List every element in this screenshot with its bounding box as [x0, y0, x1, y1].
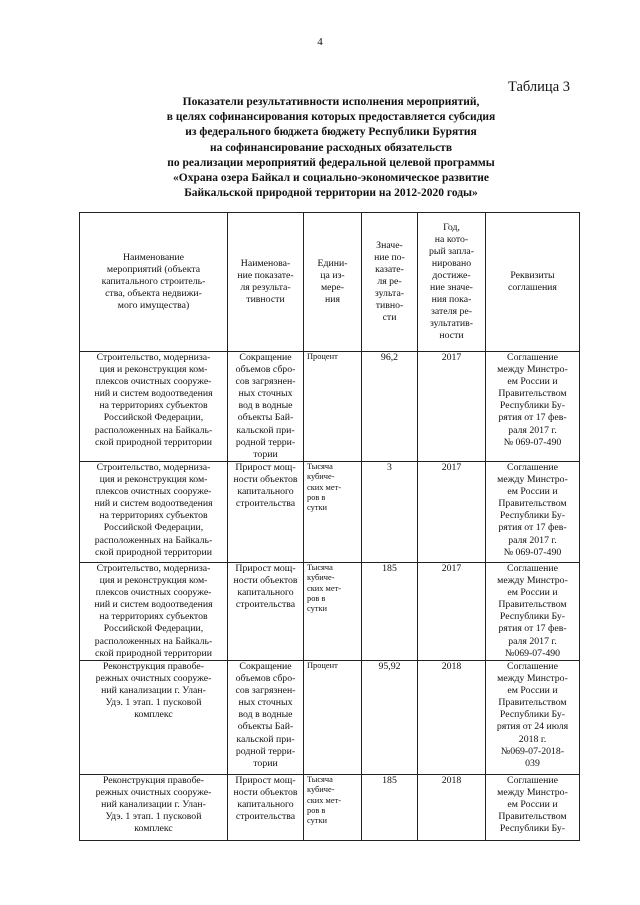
- cell-line: ности объектов: [233, 575, 298, 587]
- cell-line: казате-: [375, 263, 404, 275]
- cell-line: объекты Бай-: [237, 721, 294, 733]
- cell-line: рятия от 24 июля: [496, 721, 569, 733]
- cell-line: ля ре-: [377, 275, 402, 287]
- cell-line: между Минстро-: [497, 787, 568, 799]
- cell-line: Соглашение: [507, 775, 558, 786]
- cell-line: рый запла-: [428, 245, 474, 257]
- cell-line: ние показате-: [237, 269, 294, 281]
- value-cell: 3: [362, 462, 418, 563]
- cell-line: мере-: [320, 282, 345, 293]
- cell-line: ния пока-: [431, 294, 472, 306]
- cell-line: Республики Бу-: [499, 510, 566, 522]
- cell-line: №069-07-490: [504, 647, 561, 659]
- cell-line: ров в: [307, 805, 326, 815]
- cell-line: между Минстро-: [497, 474, 568, 486]
- cell-line: ности объектов: [233, 787, 298, 799]
- value-cell: 96,2: [362, 352, 418, 462]
- cell-line: родной терри-: [235, 436, 296, 448]
- indicator-cell: [228, 661, 304, 775]
- cell-line: режных очистных сооруже-: [95, 787, 212, 799]
- cell-line: между Минстро-: [497, 673, 568, 685]
- cell-line: ской природной территории: [94, 647, 213, 659]
- cell-line: ция и реконструкция ком-: [99, 364, 208, 376]
- cell-line: Сокращение: [239, 661, 292, 672]
- cell-line: ем России и: [507, 799, 558, 811]
- cell-line: Российской Федерации,: [103, 522, 204, 534]
- cell-line: плексов очистных сооруже-: [95, 486, 212, 498]
- unit-cell: [304, 563, 362, 661]
- cell-line: Строительство, модерниза-: [96, 352, 211, 363]
- unit-cell: [304, 462, 362, 563]
- cell-line: Соглашение: [507, 462, 558, 473]
- cell-line: ний канализации г. Улан-: [101, 685, 206, 697]
- cell-line: капитального строитель-: [101, 275, 206, 287]
- header-row: [80, 213, 580, 352]
- cell-line: вод в водные: [238, 709, 293, 721]
- cell-line: сов загрязнен-: [235, 685, 296, 697]
- cell-line: Республики Бу-: [499, 709, 566, 721]
- event-cell: [80, 661, 228, 775]
- cell-line: плексов очистных сооруже-: [95, 376, 212, 388]
- cell-line: ний и систем водоотведения: [94, 599, 213, 611]
- cell-line: зульта-: [374, 288, 405, 300]
- cell-line: Реконструкция правобе-: [102, 775, 205, 786]
- cell-line: рятия от 17 фев-: [498, 522, 567, 534]
- cell-line: Удэ. 1 этап. 1 пусковой: [105, 811, 202, 823]
- cell-line: нировано: [431, 257, 472, 269]
- cell-line: расположенных на Байкаль-: [94, 534, 213, 546]
- cell-line: на территориях субъектов: [99, 400, 208, 412]
- cell-line: Строительство, модерниза-: [96, 462, 211, 473]
- cell-line: соглашения: [508, 282, 557, 293]
- cell-line: зателя ре-: [431, 306, 472, 318]
- year-cell: 2018: [418, 661, 486, 775]
- cell-line: раля 2017 г.: [508, 534, 557, 546]
- cell-line: Едини-: [317, 257, 348, 269]
- cell-line: ных сточных: [238, 388, 293, 400]
- title-line: Показатели результативности исполнения мероприятий,: [182, 96, 480, 108]
- cell-line: ских мет-: [307, 482, 342, 492]
- cell-line: ской природной территории: [94, 436, 213, 448]
- cell-line: вод в водные: [238, 400, 293, 412]
- table-label: Таблица 3: [507, 79, 570, 95]
- cell-line: ных сточных: [238, 697, 293, 709]
- cell-line: ний канализации г. Улан-: [101, 799, 206, 811]
- cell-line: Республики Бу-: [499, 400, 566, 412]
- value-cell: 185: [362, 775, 418, 841]
- cell-line: объемов сбро-: [235, 364, 296, 376]
- cell-line: достиже-: [432, 269, 471, 281]
- cell-line: зультатив-: [429, 318, 474, 330]
- year-cell: 2017: [418, 563, 486, 661]
- cell-line: рятия от 17 фев-: [498, 412, 567, 424]
- cell-line: ем России и: [507, 486, 558, 498]
- cell-line: Соглашение: [507, 352, 558, 363]
- cell-line: Республики Бу-: [499, 611, 566, 623]
- cell-line: мого имущества): [117, 300, 190, 312]
- cell-line: капитального: [237, 799, 294, 811]
- cell-line: №069-07-2018-: [500, 745, 565, 757]
- year-cell: 2017: [418, 462, 486, 563]
- cell-line: Российской Федерации,: [103, 623, 204, 635]
- cell-line: капитального: [237, 587, 294, 599]
- cell-line: № 069-07-490: [503, 436, 562, 448]
- value-cell: 185: [362, 563, 418, 661]
- cell-line: строительства: [235, 599, 296, 611]
- cell-line: сти: [382, 312, 397, 324]
- cell-line: Год,: [443, 221, 460, 233]
- cell-line: объемов сбро-: [235, 673, 296, 685]
- table-row: [80, 352, 580, 462]
- cell-line: ров в: [307, 492, 326, 502]
- event-cell: [80, 775, 228, 841]
- cell-line: Прирост мощ-: [235, 775, 296, 786]
- cell-line: Строительство, модерниза-: [96, 563, 211, 574]
- cell-line: Соглашение: [507, 563, 558, 574]
- title-line: Байкальской природной территории на 2012-2020 годы»: [184, 187, 478, 200]
- cell-line: Сокращение: [239, 352, 292, 363]
- cell-line: ца из-: [320, 269, 345, 281]
- cell-line: сов загрязнен-: [235, 376, 296, 388]
- title-line: в целях софинансирования которых предоставляется субсидия: [166, 111, 496, 124]
- cell-line: ция и реконструкция ком-: [99, 474, 208, 486]
- cell-line: комплекс: [134, 823, 173, 835]
- cell-line: кубиче-: [307, 785, 335, 795]
- indicator-cell: [228, 352, 304, 462]
- cell-line: комплекс: [134, 709, 173, 721]
- title-line: по реализации мероприятий федеральной целевой программы: [167, 156, 495, 169]
- cell-line: на территориях субъектов: [99, 510, 208, 522]
- cell-line: мероприятий (объекта: [106, 263, 201, 275]
- cell-line: 039: [525, 757, 540, 769]
- cell-line: тивности: [246, 294, 285, 306]
- column-header: [362, 213, 418, 352]
- cell-line: на кото-: [434, 233, 469, 245]
- cell-line: ний и систем водоотведения: [94, 498, 213, 510]
- cell-line: ской природной территории: [94, 546, 213, 558]
- cell-line: Удэ. 1 этап. 1 пусковой: [105, 697, 202, 709]
- cell-line: раля 2017 г.: [508, 635, 557, 647]
- cell-line: ских мет-: [307, 795, 342, 805]
- cell-line: строительства: [235, 498, 296, 510]
- agreement-cell: [486, 352, 580, 462]
- title-line: на софинансирование расходных обязательств: [209, 141, 453, 154]
- cell-line: на территориях субъектов: [99, 611, 208, 623]
- unit-cell: [304, 661, 362, 775]
- cell-line: Прирост мощ-: [235, 563, 296, 574]
- cell-line: расположенных на Байкаль-: [94, 424, 213, 436]
- cell-line: ем России и: [507, 376, 558, 388]
- column-header: [418, 213, 486, 352]
- cell-line: ля результа-: [240, 282, 291, 293]
- cell-line: ства, объекта недвижи-: [105, 288, 202, 300]
- cell-line: Правительством: [498, 498, 567, 510]
- cell-line: Правительством: [498, 697, 567, 709]
- agreement-cell: [486, 661, 580, 775]
- cell-line: ние значе-: [430, 282, 473, 293]
- cell-line: Правительством: [498, 811, 567, 823]
- cell-line: раля 2017 г.: [508, 424, 557, 436]
- cell-line: № 069-07-490: [503, 546, 562, 558]
- cell-line: тории: [253, 757, 278, 769]
- cell-line: ров в: [307, 593, 326, 603]
- cell-line: Значе-: [376, 239, 403, 251]
- cell-line: Республики Бу-: [499, 823, 566, 835]
- cell-line: ния: [325, 294, 340, 306]
- year-cell: 2018: [418, 775, 486, 841]
- cell-line: расположенных на Байкаль-: [94, 635, 213, 647]
- indicator-cell: [228, 775, 304, 841]
- cell-line: Прирост мощ-: [235, 462, 296, 473]
- agreement-cell: [486, 775, 580, 841]
- cell-line: ний и систем водоотведения: [94, 388, 213, 400]
- year-cell: 2017: [418, 352, 486, 462]
- table-row: [80, 661, 580, 775]
- table-row: [80, 462, 580, 563]
- unit-cell: [304, 775, 362, 841]
- cell-line: кубиче-: [307, 472, 335, 482]
- cell-line: Соглашение: [507, 661, 558, 672]
- cell-line: ности: [439, 330, 464, 342]
- agreement-cell: [486, 563, 580, 661]
- cell-line: 2018 г.: [518, 733, 547, 745]
- cell-line: Наименование: [122, 251, 185, 263]
- table-row: [80, 563, 580, 661]
- event-cell: [80, 462, 228, 563]
- cell-line: сутки: [307, 503, 328, 513]
- cell-line: объекты Бай-: [237, 412, 294, 424]
- cell-line: Тысяча: [307, 563, 333, 572]
- cell-line: ем России и: [507, 685, 558, 697]
- cell-line: Наименова-: [240, 257, 291, 269]
- table-row: [80, 775, 580, 841]
- cell-line: Процент: [307, 661, 338, 670]
- cell-line: тивно-: [375, 300, 404, 312]
- value-cell: 95,92: [362, 661, 418, 775]
- cell-line: кубиче-: [307, 573, 335, 583]
- cell-line: ности объектов: [233, 474, 298, 486]
- event-cell: [80, 352, 228, 462]
- cell-line: ских мет-: [307, 583, 342, 593]
- cell-line: Российской Федерации,: [103, 412, 204, 424]
- cell-line: строительства: [235, 811, 296, 823]
- title-line: «Охрана озера Байкал и социально-экономическое развитие: [173, 172, 489, 185]
- page-number: 4: [317, 36, 323, 48]
- document-title: [80, 95, 582, 201]
- cell-line: Правительством: [498, 599, 567, 611]
- cell-line: Реквизиты: [510, 269, 555, 281]
- cell-line: сутки: [307, 604, 328, 614]
- cell-line: рятия от 17 фев-: [498, 623, 567, 635]
- cell-line: тории: [253, 448, 278, 460]
- indicator-cell: [228, 462, 304, 563]
- cell-line: режных очистных сооруже-: [95, 673, 212, 685]
- cell-line: кальской при-: [236, 424, 295, 436]
- cell-line: родной терри-: [235, 745, 296, 757]
- cell-line: Тысяча: [307, 462, 333, 471]
- cell-line: между Минстро-: [497, 364, 568, 376]
- cell-line: сутки: [307, 816, 328, 826]
- unit-cell: [304, 352, 362, 462]
- cell-line: кальской при-: [236, 733, 295, 745]
- cell-line: ция и реконструкция ком-: [99, 575, 208, 587]
- column-header: [228, 213, 304, 352]
- cell-line: Тысяча: [307, 775, 333, 784]
- cell-line: капитального: [237, 486, 294, 498]
- column-header: [304, 213, 362, 352]
- column-header: [486, 213, 580, 352]
- event-cell: [80, 563, 228, 661]
- cell-line: Реконструкция правобе-: [102, 661, 205, 672]
- cell-line: плексов очистных сооруже-: [95, 587, 212, 599]
- title-line: из федерального бюджета бюджету Республики Бурятия: [185, 126, 477, 139]
- cell-line: Правительством: [498, 388, 567, 400]
- cell-line: Процент: [307, 352, 338, 361]
- indicator-cell: [228, 563, 304, 661]
- results-table: [79, 212, 580, 841]
- cell-line: между Минстро-: [497, 575, 568, 587]
- column-header: [80, 213, 228, 352]
- cell-line: ние по-: [374, 251, 405, 263]
- agreement-cell: [486, 462, 580, 563]
- cell-line: ем России и: [507, 587, 558, 599]
